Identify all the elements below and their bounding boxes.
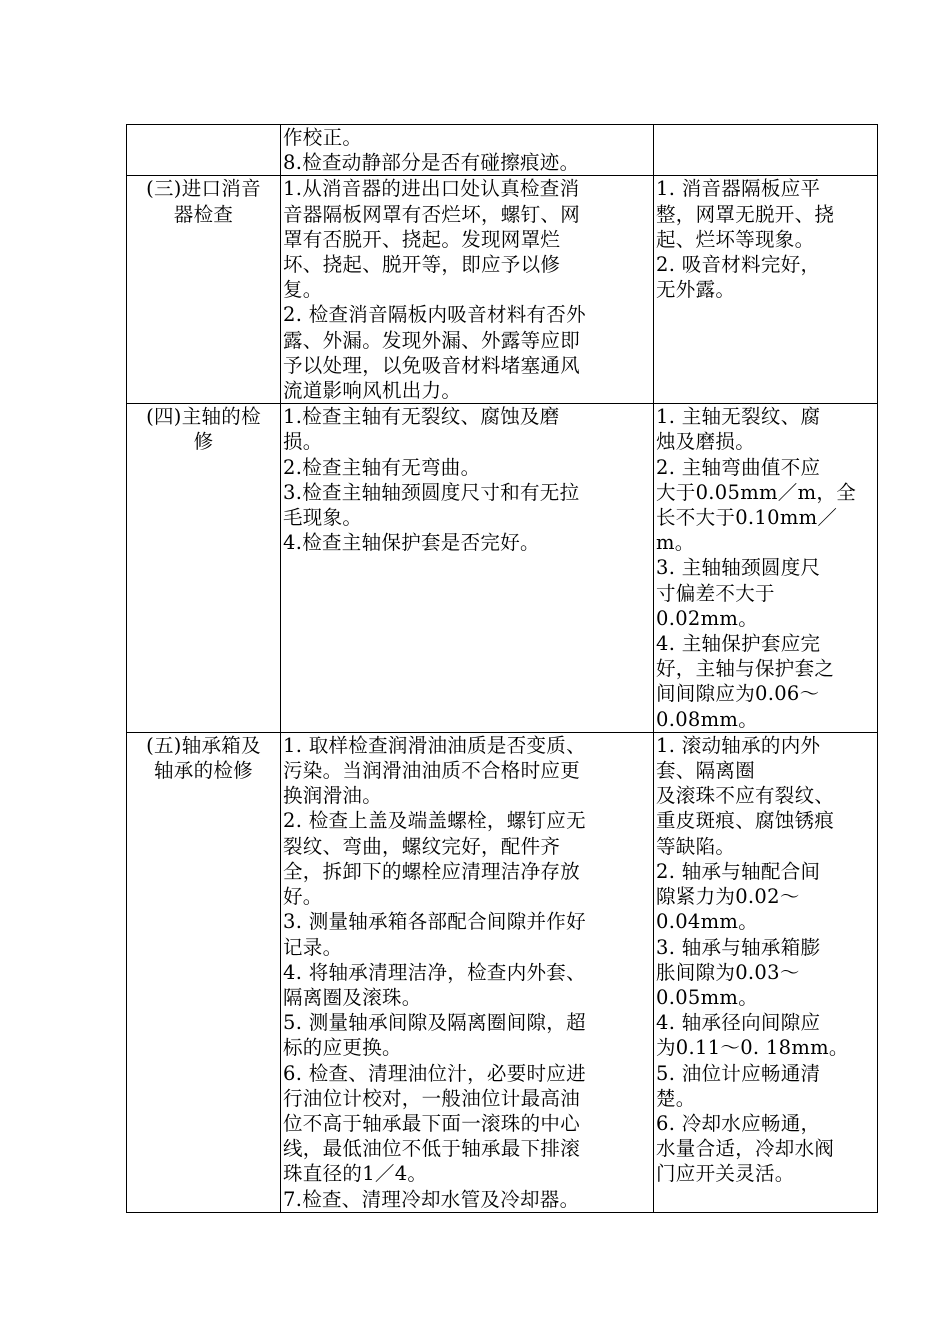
standard-line: 胀间隙为0.03～: [656, 960, 800, 984]
method-line: 7.检查、清理冷却水管及冷却器。: [283, 1187, 580, 1211]
method-cell: [281, 176, 654, 404]
method-line: 5. 测量轴承间隙及隔离圈间隙，超: [283, 1011, 586, 1035]
table-row: [127, 732, 878, 1212]
method-line: 2. 检查上盖及端盖螺栓，螺钉应无: [283, 809, 586, 833]
item-line: 器检查: [173, 202, 234, 226]
standard-line: 楚。: [656, 1086, 696, 1110]
method-line: 罩有否脱开、挠起。发现网罩烂: [283, 227, 561, 251]
inspection-table: [126, 124, 878, 1213]
table-row: [127, 176, 878, 404]
item-cell: [127, 404, 281, 733]
method-line: 污染。当润滑油油质不合格时应更: [283, 759, 581, 783]
standard-line: 0.04mm。: [656, 910, 758, 934]
standard-cell: [654, 125, 878, 176]
method-line: 1.检查主轴有无裂纹、腐蚀及磨: [283, 405, 560, 429]
method-line: 露、外漏。发现外漏、外露等应即: [283, 328, 581, 352]
standard-line: m。: [656, 531, 695, 555]
method-line: 复。: [283, 278, 323, 302]
standard-line: 长不大于0.10mm／: [656, 506, 838, 530]
standard-line: 隙紧力为0.02～: [656, 885, 800, 909]
method-line: 线，最低油位不低于轴承最下排滚: [283, 1137, 581, 1161]
item-line: 轴承的检修: [153, 759, 253, 783]
method-line: 予以处理，以免吸音材料堵塞通风: [283, 353, 581, 377]
standard-line: 为0.11～0. 18mm。: [656, 1036, 849, 1060]
standard-line: 0.02mm。: [656, 606, 758, 630]
item-line: (五)轴承箱及: [146, 733, 261, 757]
method-line: 记录。: [283, 935, 343, 959]
standard-line: 2. 吸音材料完好，: [656, 253, 821, 277]
method-line: 音器隔板网罩有否烂坏，螺钉、网: [283, 202, 581, 226]
method-line: 2. 检查消音隔板内吸音材料有否外: [283, 303, 586, 327]
method-line: 全，拆卸下的螺栓应清理洁净存放: [283, 859, 581, 883]
standard-line: 等缺陷。: [656, 834, 736, 858]
method-line: 珠直径的1／4。: [283, 1162, 428, 1186]
method-line: 行油位计校对，一般油位计最高油: [283, 1086, 581, 1110]
standard-line: 整，网罩无脱开、挠: [656, 202, 835, 226]
standard-line: 1. 主轴无裂纹、腐: [656, 405, 821, 429]
standard-cell: [654, 176, 878, 404]
standard-line: 无外露。: [656, 278, 736, 302]
standard-line: 寸偏差不大于: [656, 581, 775, 605]
standard-line: 0.08mm。: [656, 707, 758, 731]
standard-line: 烛及磨损。: [656, 430, 756, 454]
standard-line: 1. 消音器隔板应平: [656, 177, 821, 201]
method-line: 标的应更换。: [283, 1036, 402, 1060]
standard-line: 2. 轴承与轴配合间: [656, 859, 821, 883]
method-line: 毛现象。: [283, 506, 363, 530]
item-cell: [127, 732, 281, 1212]
item-line: (三)进口消音: [146, 177, 261, 201]
method-cell: [281, 125, 654, 176]
standard-line: 起、烂坏等现象。: [656, 227, 815, 251]
standard-cell: [654, 404, 878, 733]
standard-line: 3. 轴承与轴承箱膨: [656, 935, 821, 959]
method-cell: [281, 404, 654, 733]
method-line: 4.检查主轴保护套是否完好。: [283, 531, 540, 555]
method-line: 4. 将轴承清理洁净，检查内外套、: [283, 960, 586, 984]
standard-line: 大于0.05mm／m，全: [656, 480, 856, 504]
item-line: (四)主轴的检: [146, 405, 261, 429]
standard-line: 6. 冷却水应畅通，: [656, 1111, 821, 1135]
standard-line: 重皮斑痕、腐蚀锈痕: [656, 809, 835, 833]
method-line: 6. 检查、清理油位汁，必要时应进: [283, 1061, 586, 1085]
method-line: 3. 测量轴承箱各部配合间隙并作好: [283, 910, 586, 934]
standard-line: 套、隔离圈: [656, 759, 756, 783]
method-line: 流道影响风机出力。: [283, 379, 462, 403]
method-line: 裂纹、弯曲，螺纹完好，配件齐: [283, 834, 561, 858]
standard-line: 水量合适，冷却水阀: [656, 1137, 835, 1161]
item-cell: [127, 176, 281, 404]
method-line: 隔离圈及滚珠。: [283, 985, 422, 1009]
method-line: 1.从消音器的进出口处认真检查消: [283, 177, 580, 201]
method-cell: [281, 732, 654, 1212]
method-line: 换润滑油。: [283, 784, 383, 808]
item-cell: [127, 125, 281, 176]
standard-line: 0.05mm。: [656, 985, 758, 1009]
standard-line: 1. 滚动轴承的内外: [656, 733, 821, 757]
standard-line: 4. 轴承径向间隙应: [656, 1011, 821, 1035]
table-row: [127, 125, 878, 176]
method-line: 位不高于轴承最下面一滚珠的中心: [283, 1111, 581, 1135]
item-line: 修: [193, 430, 214, 454]
method-line: 好。: [283, 885, 323, 909]
method-line: 3.检查主轴轴颈圆度尺寸和有无拉: [283, 480, 580, 504]
standard-cell: [654, 732, 878, 1212]
standard-line: 及滚珠不应有裂纹、: [656, 784, 835, 808]
standard-line: 5. 油位计应畅通清: [656, 1061, 821, 1085]
standard-line: 间间隙应为0.06～: [656, 682, 820, 706]
method-line: 2.检查主轴有无弯曲。: [283, 455, 481, 479]
standard-line: 4. 主轴保护套应完: [656, 632, 821, 656]
standard-line: 3. 主轴轴颈圆度尺: [656, 556, 821, 580]
method-line: 8.检查动静部分是否有碰擦痕迹。: [283, 151, 580, 175]
standard-line: 门应开关灵活。: [656, 1162, 795, 1186]
standard-line: 好，主轴与保护套之: [656, 657, 835, 681]
method-line: 1. 取样检查润滑油油质是否变质、: [283, 733, 586, 757]
table-row: [127, 404, 878, 733]
standard-line: 2. 主轴弯曲值不应: [656, 455, 821, 479]
method-line: 损。: [283, 430, 323, 454]
method-line: 坏、挠起、脱开等，即应予以修: [283, 253, 561, 277]
method-line: 作校正。: [283, 126, 363, 149]
